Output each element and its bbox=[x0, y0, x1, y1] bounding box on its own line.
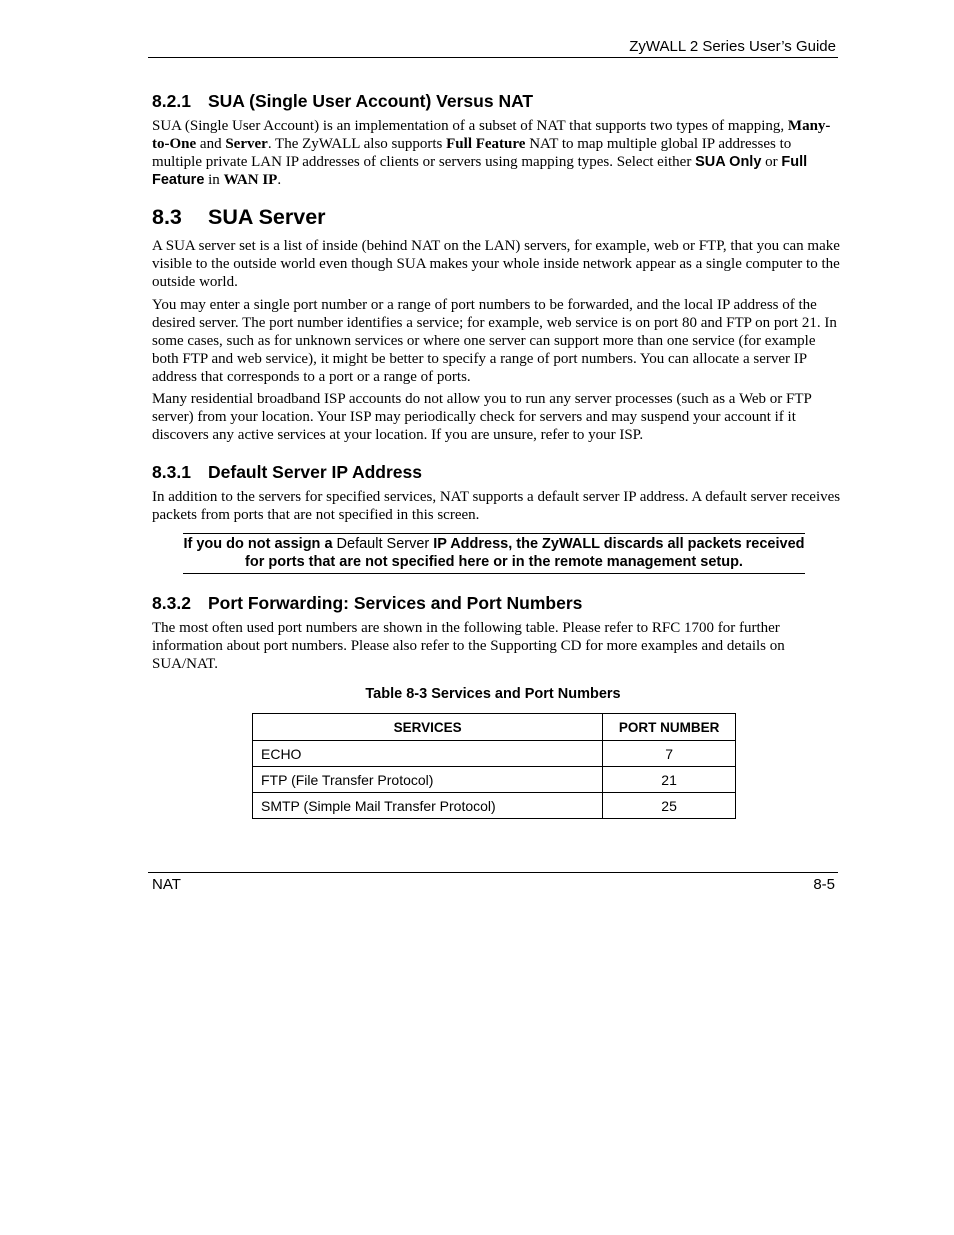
section-heading-8-3-2 bbox=[152, 593, 582, 614]
note-text: If you do not assign a bbox=[183, 536, 337, 552]
note-top-rule bbox=[183, 533, 805, 534]
paragraph-default-server: In addition to the servers for specified services, NAT supports a default server IP address. A default server receives packets from ports that are not specified in this screen. bbox=[152, 489, 841, 523]
paragraph-port-numbers: The most often used port numbers are shown in the following table. Please refer to RFC 1700 for further information about port numbers. Please also refer to the Supporting CD for more examples and details on SUA/NAT. bbox=[152, 620, 785, 672]
section-title: Port Forwarding: Services and Port Numbers bbox=[208, 593, 583, 613]
section-heading-8-2-1 bbox=[152, 91, 533, 112]
table-header-row bbox=[253, 714, 736, 741]
text-run: SUA (Single User Account) is an implementation of a subset of NAT that supports two types of mapping, bbox=[152, 118, 788, 134]
service-cell: SMTP (Simple Mail Transfer Protocol) bbox=[253, 793, 603, 819]
note-box bbox=[183, 535, 805, 571]
section-number: 8.2.1 bbox=[152, 91, 191, 111]
port-cell: 21 bbox=[603, 767, 736, 793]
section-number: 8.3.1 bbox=[152, 462, 191, 482]
table-row bbox=[253, 793, 736, 819]
paragraph-port-ranges: You may enter a single port number or a range of port numbers to be forwarded, and the local IP address of the desired server. The port number identifies a service; for example, web service is on port 80 and FTP on port 21. In some cases, such as for unknown services or where one server can support more than one service (for example both FTP and web service), it might be better to specify a range of port numbers. You can allocate a server IP address that corresponds to a port or a range of ports. bbox=[152, 297, 837, 385]
port-cell: 7 bbox=[603, 741, 736, 767]
section-title: Default Server IP Address bbox=[208, 462, 422, 482]
term-full-feature: Full Feature bbox=[446, 136, 526, 152]
term-many-to-one: Many-to-One bbox=[152, 118, 831, 152]
footer-rule bbox=[148, 872, 838, 873]
ui-term-sua-only: SUA Only bbox=[695, 154, 762, 170]
table-caption: Table 8-3 Services and Port Numbers bbox=[365, 686, 621, 702]
service-cell: ECHO bbox=[253, 741, 603, 767]
table-row bbox=[253, 767, 736, 793]
table-row bbox=[253, 741, 736, 767]
section-title: SUA (Single User Account) Versus NAT bbox=[208, 91, 534, 111]
port-cell: 25 bbox=[603, 793, 736, 819]
section-number: 8.3 bbox=[152, 205, 182, 229]
section-heading-8-3 bbox=[152, 205, 326, 230]
running-header: ZyWALL 2 Series User’s Guide bbox=[629, 38, 836, 55]
header-rule bbox=[148, 57, 838, 58]
term-wan-ip: WAN IP bbox=[223, 172, 278, 188]
text-run: or bbox=[761, 154, 782, 170]
paragraph-sua-vs-nat bbox=[152, 117, 842, 189]
service-cell: FTP (File Transfer Protocol) bbox=[253, 767, 603, 793]
note-bottom-rule bbox=[183, 573, 805, 574]
note-term-default-server: Default Server bbox=[336, 536, 430, 552]
text-run: . bbox=[277, 172, 282, 188]
note-text: IP Address, the ZyWALL discards all packets received for ports that are not specified here or in the remote management setup. bbox=[245, 536, 805, 570]
paragraph-sua-server-intro: A SUA server set is a list of inside (behind NAT on the LAN) servers, for example, web or FTP, that you can make visible to the outside world even though SUA makes your whole inside network appear as a single computer to the outside world. bbox=[152, 238, 840, 290]
text-run: . The ZyWALL also supports bbox=[267, 136, 447, 152]
section-heading-8-3-1 bbox=[152, 462, 422, 483]
text-run: and bbox=[196, 136, 226, 152]
term-server: Server bbox=[225, 136, 268, 152]
ui-term-full-feature: Full Feature bbox=[152, 154, 808, 188]
column-header-port-number: PORT NUMBER bbox=[603, 714, 736, 741]
text-run: NAT to map multiple global IP addresses to multiple private LAN IP addresses of clients or servers using mapping types. Select either bbox=[152, 136, 792, 170]
footer-chapter: NAT bbox=[152, 876, 181, 893]
footer-page-number: 8-5 bbox=[813, 876, 835, 893]
paragraph-isp-warning: Many residential broadband ISP accounts do not allow you to run any server processes (such as a Web or FTP server) from your location. Your ISP may periodically check for servers and may suspend your account if it discovers any active services at your location. If you are unsure, refer to your ISP. bbox=[152, 391, 812, 443]
section-title: SUA Server bbox=[208, 205, 326, 229]
section-number: 8.3.2 bbox=[152, 593, 191, 613]
services-port-table bbox=[252, 713, 736, 819]
column-header-services: SERVICES bbox=[253, 714, 603, 741]
text-run: in bbox=[204, 172, 224, 188]
